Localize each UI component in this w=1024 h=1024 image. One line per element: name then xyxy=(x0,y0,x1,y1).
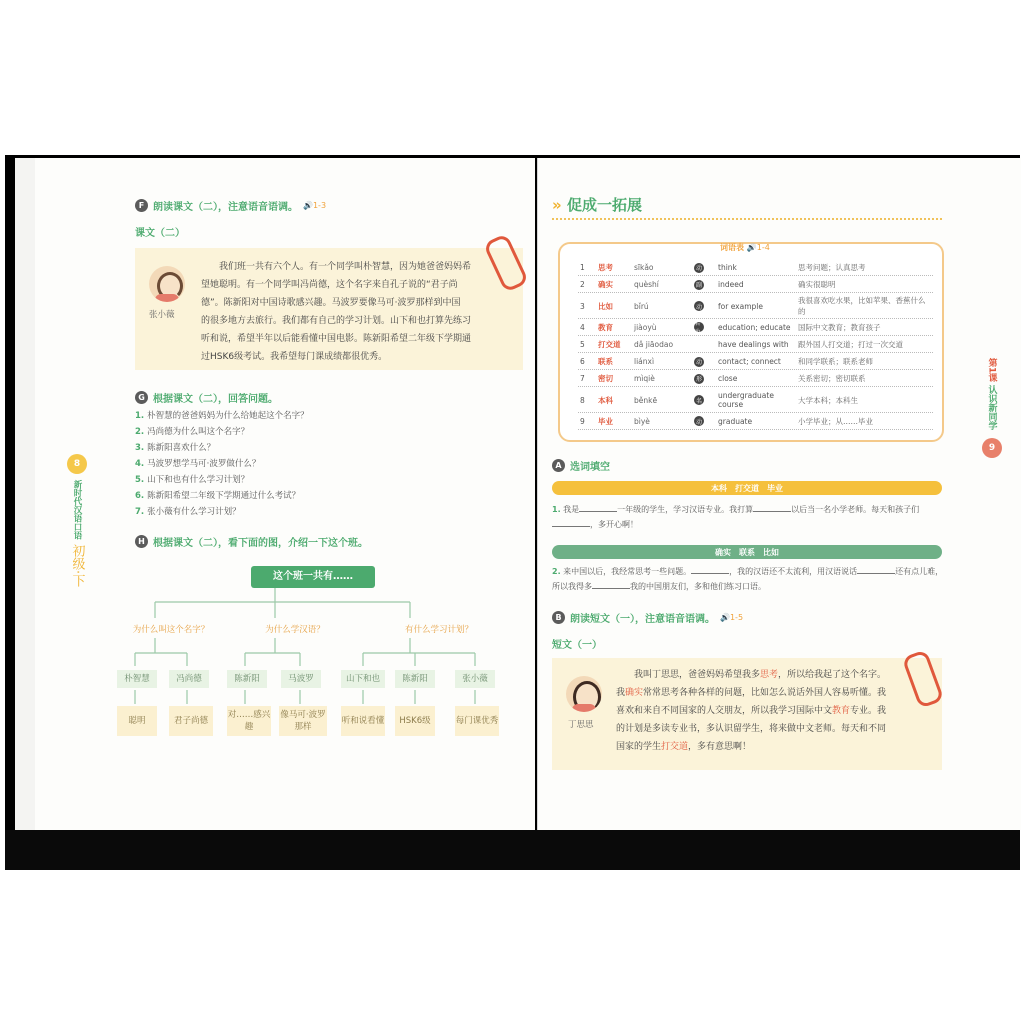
blank-field[interactable] xyxy=(579,502,617,512)
book-title: 新时代汉语口语 xyxy=(72,480,82,540)
vocab-word: 联系 xyxy=(598,357,613,366)
passage-text xyxy=(616,666,938,756)
tree-leaf: 对……感兴趣 xyxy=(227,706,271,736)
blank-field[interactable] xyxy=(691,564,729,574)
section-g-heading xyxy=(135,390,278,405)
vocab-pinyin: jiàoyù xyxy=(634,322,657,332)
vocab-english: indeed xyxy=(718,280,744,290)
list-item xyxy=(135,408,515,424)
vocab-english: for example xyxy=(718,301,763,311)
tree-name: 陈新阳 xyxy=(227,670,267,688)
word-bank-bar: 确实 联系 比如 xyxy=(552,545,942,559)
side-tab-left xyxy=(67,454,87,587)
page-heading xyxy=(552,194,642,215)
tree-name: 马波罗 xyxy=(281,670,321,688)
vocab-example: 和同学联系；联系老师 xyxy=(798,357,873,366)
list-item xyxy=(135,456,515,472)
section-title: 选词填空 xyxy=(570,462,610,473)
vocab-word: 密切 xyxy=(598,374,613,384)
page-number: 8 xyxy=(67,454,87,474)
short-text-title: 短文（一） xyxy=(552,640,602,651)
vocab-pinyin: sīkǎo xyxy=(634,263,654,272)
question-number: 1. xyxy=(135,411,145,421)
vocab-pos: 名 xyxy=(694,395,704,405)
vocab-english: close xyxy=(718,374,738,384)
vocab-rows xyxy=(558,242,940,438)
question-number: 3. xyxy=(135,443,145,453)
blank-field[interactable] xyxy=(592,579,630,589)
vocab-pos: 动 xyxy=(694,301,704,311)
list-item xyxy=(135,504,515,520)
vocab-number: 7 xyxy=(580,374,585,384)
fill-blank-item xyxy=(552,564,944,594)
passage-line: 国家的学生打交道，多有意思啊！ xyxy=(616,742,752,752)
question-text: 张小薇有什么学习计划？ xyxy=(147,507,241,517)
vocab-number: 5 xyxy=(580,339,585,349)
section-title: 朗读课文（二），注意语音语调。 xyxy=(153,202,298,213)
question-text: 马波罗想学马可·波罗做什么？ xyxy=(147,459,261,469)
scan-bottom-band xyxy=(5,830,1020,870)
tree-name: 冯尚德 xyxy=(169,670,209,688)
blank-field[interactable] xyxy=(753,502,791,512)
question-number: 6. xyxy=(135,491,145,501)
vocab-example: 跟外国人打交道；打过一次交道 xyxy=(798,339,903,349)
tree-name: 陈新阳 xyxy=(395,670,435,688)
fill-text: 一年级的学生，学习汉语专业。我打算 xyxy=(617,505,754,514)
vocab-pinyin: bìyè xyxy=(634,416,650,426)
vocab-word: 打交道 xyxy=(598,339,621,349)
audio-icon[interactable]: 🔊1-5 xyxy=(720,613,744,622)
section-badge: G xyxy=(135,391,148,404)
blank-field[interactable] xyxy=(857,564,895,574)
tree-name: 山下和也 xyxy=(341,670,385,688)
section-badge: A xyxy=(552,459,565,472)
section-badge: B xyxy=(552,611,565,624)
section-title: 根据课文（二），回答问题。 xyxy=(153,394,278,405)
vocab-example: 思考问题；认真思考 xyxy=(798,263,866,272)
vocab-number: 2 xyxy=(580,280,585,290)
vocab-row xyxy=(578,337,933,353)
avatar xyxy=(566,676,602,712)
question-number: 5. xyxy=(135,475,145,485)
lesson-label: 第1课 xyxy=(986,358,997,383)
lesson-title: 认识新同学 xyxy=(986,385,997,431)
list-item xyxy=(135,472,515,488)
vocab-example: 小学毕业；从……毕业 xyxy=(798,416,873,426)
fill-text: ，多开心啊！ xyxy=(590,520,638,529)
tree-name: 张小薇 xyxy=(455,670,495,688)
vocab-pinyin: mìqiè xyxy=(634,374,655,384)
fill-text: 们 xyxy=(911,505,920,514)
tree-root: 这个班一共有…… xyxy=(251,566,375,588)
right-page xyxy=(537,158,1021,830)
vocab-word: 思考 xyxy=(598,263,613,272)
passage-box xyxy=(552,658,942,770)
audio-track-label: 1-4 xyxy=(756,243,770,252)
passage-line: 的计划是多读专业书，多认识留学生，将来做中文老师。每天和不同 xyxy=(616,724,887,734)
vocab-example: 大学本科；本科生 xyxy=(798,395,858,405)
left-page xyxy=(35,158,535,830)
fill-text: ，我的汉语还不太流利，用汉语说话 xyxy=(729,567,858,576)
heading-divider xyxy=(552,218,942,220)
chevron-right-icon: » xyxy=(552,196,562,214)
vocab-pos: 形 xyxy=(694,374,704,384)
audio-track-label: 1-5 xyxy=(729,613,744,622)
avatar-name: 张小薇 xyxy=(149,310,175,320)
vocab-english: think xyxy=(718,263,737,272)
avatar xyxy=(149,266,185,302)
vocab-example: 我很喜欢吃水果，比如苹果、香蕉什么的 xyxy=(798,296,926,317)
passage-line: 我们班一共有六个人。有一个同学叫朴智慧，因为她爸爸妈妈希 xyxy=(219,262,472,272)
vocab-number: 9 xyxy=(580,416,585,426)
vocab-english: education; educate xyxy=(718,322,791,332)
vocab-english: have dealings with xyxy=(718,339,789,349)
section-a-heading xyxy=(552,458,610,473)
word-bank-bar: 本科 打交道 毕业 xyxy=(552,481,942,495)
fill-text: 还有 xyxy=(895,567,912,576)
question-text: 陈新阳喜欢什么？ xyxy=(147,443,216,453)
passage-line: 喜欢和来自不同国家的人交朋友，所以我学习国际中文教育专业。我 xyxy=(616,706,887,716)
vocab-word: 本科 xyxy=(598,395,613,405)
vocab-word: 比如 xyxy=(598,301,613,311)
item-number: 1. xyxy=(552,505,561,514)
vocab-english: undergraduate course xyxy=(718,391,774,410)
vocab-example: 国际中文教育；教育孩子 xyxy=(798,322,881,332)
vocab-example: 确实很聪明 xyxy=(798,280,836,290)
vocab-pinyin: quèshí xyxy=(634,280,659,290)
section-f-heading xyxy=(135,198,326,213)
fill-text: 我是 xyxy=(563,505,580,514)
question-number: 4. xyxy=(135,459,145,469)
vocab-pinyin: liánxì xyxy=(634,357,655,366)
fill-text: 来中国以后，我经常思考一些问题。 xyxy=(563,567,692,576)
page-number: 9 xyxy=(982,438,1002,458)
fill-text: 以后当一名小学老师。每天和孩子 xyxy=(791,505,912,514)
vocab-row xyxy=(578,414,933,430)
avatar-name: 丁思思 xyxy=(568,720,594,730)
section-h-heading xyxy=(135,534,368,549)
vocab-example: 关系密切；密切联系 xyxy=(798,374,866,384)
page-heading-text: 促成一拓展 xyxy=(566,196,642,214)
vocab-pos: 动 xyxy=(694,357,704,367)
passage-box xyxy=(135,248,523,370)
passage-line: 望她聪明。有一个同学叫冯尚德，这个名字来自孔子说的“君子尚 xyxy=(201,280,458,290)
vocab-pos: 动 xyxy=(694,263,704,273)
vocab-number: 4 xyxy=(580,322,585,332)
tree-leaf: 像马可·波罗那样 xyxy=(279,706,327,736)
passage-line: 的很多地方去旅行。我们都有自己的学习计划。山下和也打算先练习 xyxy=(201,316,472,326)
vocab-number: 3 xyxy=(580,301,585,311)
fill-text: 点儿难，所以我得多 xyxy=(552,567,944,591)
section-title: 根据课文（二），看下面的图，介绍一下这个班。 xyxy=(153,538,368,549)
tree-leaf: 聪明 xyxy=(117,706,157,736)
vocab-english: contact; connect xyxy=(718,357,781,366)
vocab-row xyxy=(578,277,933,293)
book-level: 初级·下 xyxy=(69,543,85,587)
tree-question: 为什么叫这个名字？ xyxy=(132,625,210,635)
vocab-number: 6 xyxy=(580,357,585,366)
question-list xyxy=(135,408,515,520)
fill-blank-item xyxy=(552,502,944,532)
passage-text xyxy=(201,258,516,366)
question-text: 山下和也有什么学习计划？ xyxy=(147,475,250,485)
vocab-row xyxy=(578,371,933,387)
section-b-heading xyxy=(552,610,743,625)
vocab-number: 8 xyxy=(580,395,585,405)
section-badge: F xyxy=(135,199,148,212)
vocab-pinyin: bǐrú xyxy=(634,301,649,311)
tree-name: 朴智慧 xyxy=(117,670,157,688)
section-badge: H xyxy=(135,535,148,548)
lesson-title: 课文（二） xyxy=(135,228,185,239)
passage-line: 我确实常常思考各种各样的问题，比如怎么说话外国人容易听懂。我 xyxy=(616,688,887,698)
vocab-row xyxy=(578,388,933,413)
passage-line: 德”。陈新阳对中国诗歌感兴趣。马波罗要像马可·波罗那样到中国 xyxy=(201,298,461,308)
question-text: 朴智慧的爸爸妈妈为什么给她起这个名字？ xyxy=(147,411,309,421)
tree-leaf: 听和说看懂 xyxy=(341,706,385,736)
question-text: 陈新阳希望二年级下学期通过什么考试？ xyxy=(147,491,301,501)
question-number: 7. xyxy=(135,507,145,517)
list-item xyxy=(135,488,515,504)
vocab-word: 毕业 xyxy=(598,416,613,426)
vocab-row xyxy=(578,294,933,319)
vocab-row xyxy=(578,320,933,336)
question-text: 冯尚德为什么叫这个名字？ xyxy=(147,427,250,437)
fill-text: 我的中国朋友们，多和他们练习口语。 xyxy=(630,582,766,591)
blank-field[interactable] xyxy=(552,517,590,527)
list-item xyxy=(135,440,515,456)
vocab-word: 教育 xyxy=(598,322,613,332)
vocab-pinyin: běnkē xyxy=(634,395,658,405)
list-item xyxy=(135,424,515,440)
vocab-english: graduate xyxy=(718,416,753,426)
tree-leaf: HSK6级 xyxy=(395,706,435,736)
tree-leaf: 君子尚德 xyxy=(169,706,213,736)
vocab-pos: 名动 xyxy=(694,322,704,332)
audio-icon[interactable]: 🔊1-3 xyxy=(303,201,327,210)
side-tab-right xyxy=(982,358,1002,458)
vocab-word: 确实 xyxy=(598,280,613,290)
passage-line: 听和说，希望半年以后能看懂中国电影。陈新阳希望二年级下学期通 xyxy=(201,334,472,344)
vocab-title-text: 词语表 xyxy=(720,243,744,252)
passage-line: 我叫丁思思，爸爸妈妈希望我多思考，所以给我起了这个名字。 xyxy=(634,670,887,680)
tree-leaf: 每门课优秀 xyxy=(455,706,499,736)
vocab-row xyxy=(578,354,933,370)
tree-question: 有什么学习计划？ xyxy=(404,625,473,635)
audio-icon[interactable]: 🔊1-4 xyxy=(746,243,770,252)
vocab-pos: 动 xyxy=(694,416,704,426)
question-number: 2. xyxy=(135,427,145,437)
vocab-pos: 副 xyxy=(694,280,704,290)
audio-track-label: 1-3 xyxy=(312,201,327,210)
vocab-row xyxy=(578,260,933,276)
passage-line: 过HSK6级考试。我希望每门课成绩都很优秀。 xyxy=(201,352,388,362)
vocab-pinyin: dǎ jiāodao xyxy=(634,339,674,349)
section-title: 朗读短文（一），注意语音语调。 xyxy=(570,614,715,625)
item-number: 2. xyxy=(552,567,561,576)
vocab-number: 1 xyxy=(580,263,585,272)
tree-question: 为什么学汉语？ xyxy=(265,625,325,635)
